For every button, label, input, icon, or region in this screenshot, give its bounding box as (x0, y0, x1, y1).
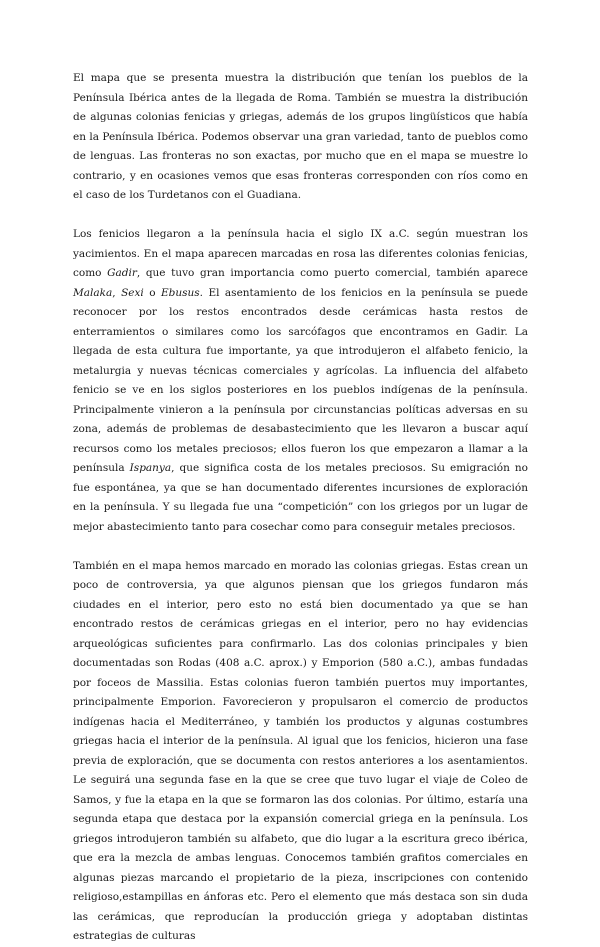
italic-term-gadir: Gadir (107, 267, 137, 279)
text-segment: , que significa costa de los metales preciosos. Su emigración no fue espontánea, ya que se han documentado diferentes incursiones de exploración en la península. Y su llegada fue una “competición” con los griegos por un lugar de mejor abastecimiento tanto para cosechar como para conseguir metales preciosos. (73, 462, 528, 533)
italic-term-malaka: Malaka (73, 286, 113, 299)
text-segment: Los fenicios llegaron a la península hacia el siglo IX a.C. según muestran los yacimientos. En el mapa aparecen marcadas en rosa las diferentes colonias fenicias, como (73, 228, 528, 279)
text-segment: , que tuvo gran importancia como puerto comercial, también aparece (136, 267, 528, 279)
text-segment: También en el mapa hemos marcado en morado las colonias griegas. Estas crean un poco de controversia, ya que algunos piensan que los griegos fundaron más ciudades en el interior, pero esto no está bien documentado ya que se han encontrado restos de cerámicas griegas en el interior, pero no hay evidencias arqueológicas suficientes para confirmarlo. Las dos colonias principales y bien documentadas son Rodas (408 a.C. aprox.) y Emporion (580 a.C.), ambas fundadas por foceos de Massilia. Estas colonias fueron también puertos muy importantes, principalmente Emporion. Favorecieron y propulsaron el comercio de productos indígenas hacia el Mediterráneo, y también los productos y algunas costumbres griegas hacia el interior de la península. Al igual que los fenicios, hicieron una fase previa de exploración, que se documenta con restos anteriores a los asentamientos. Le seguirá una segunda fase en la que se cree que tuvo lugar el viaje de Coleo de Samos, y fue la etapa en la que se formaron las dos colonias. Por último, estaría una segunda etapa que destaca por la expansión comercial griega en la península. Los griegos introdujeron también su alfabeto, que dio lugar a la escritura greco ibérica, que era la mezcla de ambas lenguas. Conocemos también grafitos comerciales en algunas piezas marcando el propietario de la pieza, inscripciones con contenido religioso,estampillas en ánforas etc. Pero el elemento que más destaca son sin duda las cerámicas, que reproducían la producción griega y adoptaban distintas estrategias de culturas (73, 559, 528, 942)
italic-term-ispanya: Ispanya (129, 462, 172, 474)
text-segment: . El asentamiento de los fenicios en la península se puede reconocer por los restos encontrados desde cerámicas hasta restos de enterramientos o similares como los sarcófagos que encontramos en Gadir. La llegada de esta cultura fue importante, ya que introdujeron el alfabeto fenicio, la metalurgia y nuevas técnicas comerciales y agrícolas. La influencia del alfabeto fenicio se ve en los siglos posteriores en los pueblos indígenas de la península. Principalmente vinieron a la península por circunstancias políticas adversas en su zona, además de problemas de desabastecimiento que les llevaron a buscar aquí recursos como los metales preciosos; ellos fueron los que empezaron a llamar a la península (73, 286, 529, 474)
body-text (73, 69, 528, 947)
paragraph-greeks (73, 557, 528, 947)
paragraph-map-intro (73, 69, 528, 206)
text-segment: o (143, 286, 161, 299)
text-segment: , (112, 286, 122, 299)
italic-term-ebusus: Ebusus (160, 286, 200, 299)
italic-term-sexi: Sexi (121, 286, 144, 299)
paragraph-phoenicians (73, 225, 528, 537)
text-segment: El mapa que se presenta muestra la distribución que tenían los pueblos de la Península Ibérica antes de la llegada de Roma. También se muestra la distribución de algunas colonias fenicias y griegas, además de los grupos lingüísticos que había en la Península Ibérica. Podemos observar una gran variedad, tanto de pueblos como de lenguas. Las fronteras no son exactas, por mucho que en el mapa se muestre lo contrario, y en ocasiones vemos que esas fronteras corresponden con ríos como en el caso de los Turdetanos con el Guadiana. (73, 72, 528, 201)
